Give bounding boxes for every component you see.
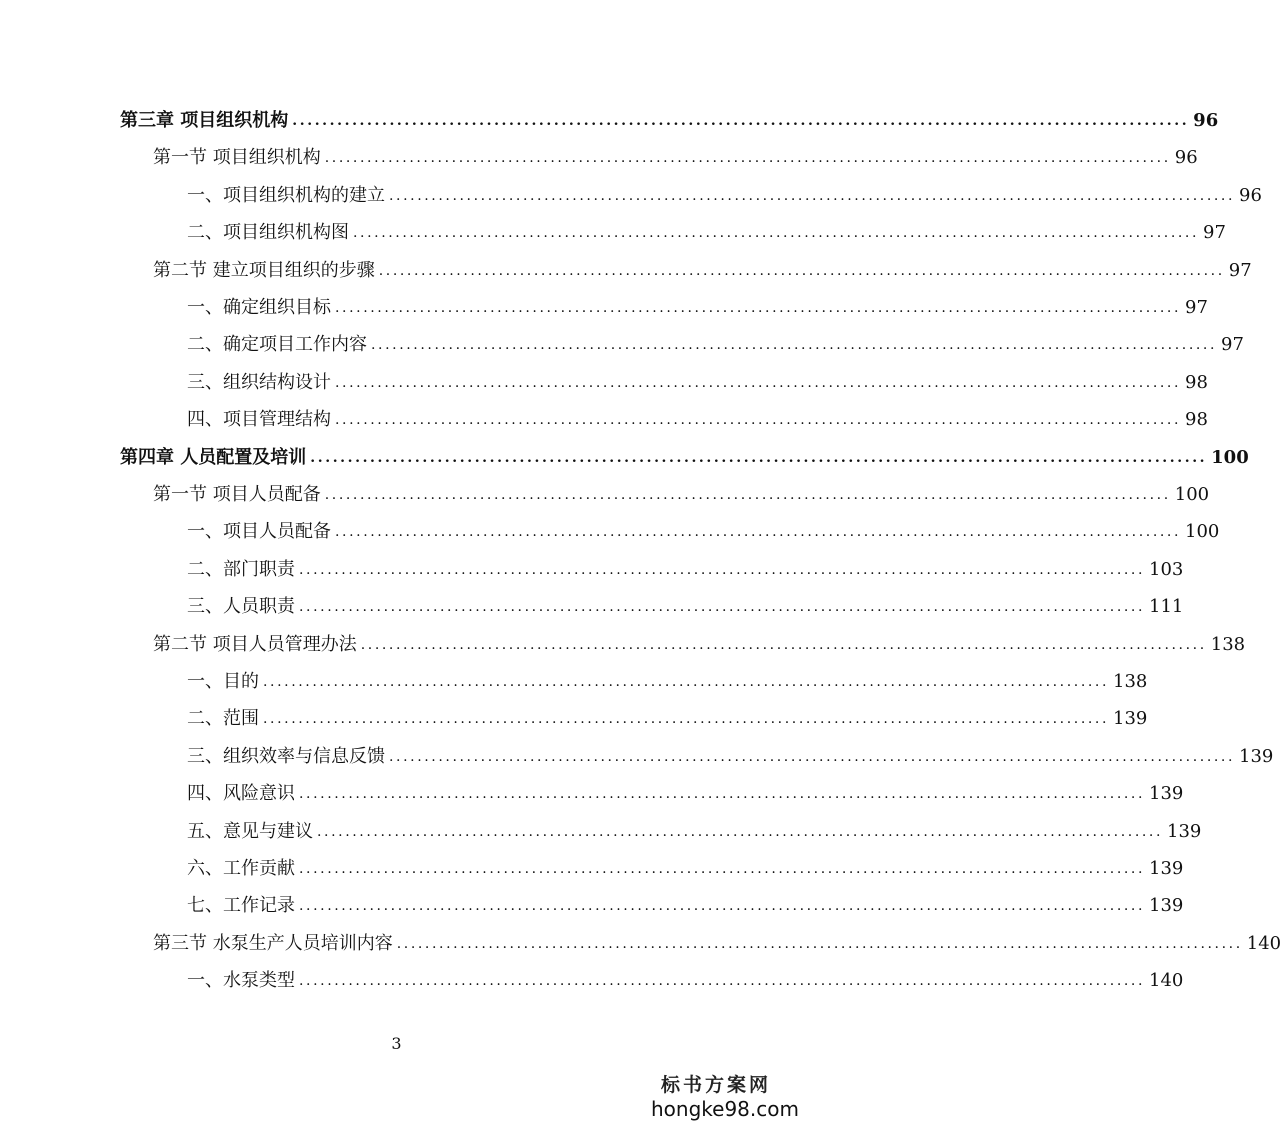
toc-dot-leader: ........................................................................................................................: [299, 973, 1146, 990]
toc-item-row[interactable]: [187, 291, 1208, 319]
toc-entry-title: 一、目的: [187, 671, 259, 692]
toc-dot-leader: ........................................................................................................................: [299, 898, 1146, 915]
toc-entry-page: 139: [1167, 820, 1202, 842]
toc-entry-page: 100: [1174, 484, 1210, 505]
toc-dot-leader: ........................................................................................................................: [389, 748, 1236, 765]
toc-entry-title: 一、水泵类型: [187, 970, 295, 992]
toc-entry-title: 七、工作记录: [187, 895, 295, 917]
toc-section-row[interactable]: [153, 254, 1252, 282]
toc-dot-leader: ........................................................................................................................: [389, 187, 1236, 204]
toc-section-row[interactable]: [153, 141, 1198, 169]
toc-entry-page: 97: [1221, 334, 1244, 356]
toc-chapter-row[interactable]: [120, 104, 1219, 132]
toc-item-row[interactable]: [187, 964, 1184, 992]
toc-item-row[interactable]: [187, 815, 1202, 843]
toc-entry-title: 一、确定组织目标: [187, 297, 331, 318]
toc-entry-page: 140: [1246, 932, 1281, 954]
page-number: 3: [391, 1034, 402, 1053]
watermark-logo: [651, 1070, 799, 1121]
toc-dot-leader: ........................................................................................................................: [317, 823, 1164, 840]
toc-item-row[interactable]: [187, 889, 1184, 917]
toc-entry-title: 四、风险意识: [187, 783, 295, 805]
toc-item-row[interactable]: [187, 216, 1226, 244]
toc-dot-leader: ........................................................................................................................: [299, 786, 1146, 803]
toc-entry-page: 98: [1185, 371, 1208, 393]
toc-item-row[interactable]: [187, 740, 1274, 768]
toc-dot-leader: ........................................................................................................................: [310, 449, 1208, 466]
toc-item-row[interactable]: [187, 590, 1184, 618]
toc-dot-leader: ........................................................................................................................: [263, 711, 1110, 728]
toc-entry-page: 96: [1174, 147, 1198, 169]
toc-item-row[interactable]: [187, 777, 1184, 805]
toc-item-row[interactable]: [187, 553, 1184, 581]
toc-entry-page: 139: [1113, 708, 1148, 730]
toc-section-row[interactable]: [153, 628, 1246, 656]
toc-item-row[interactable]: [187, 852, 1184, 880]
toc-entry-title: 二、项目组织机构图: [187, 222, 349, 244]
toc-entry-page: 98: [1185, 409, 1208, 431]
toc-entry-title: 二、确定项目工作内容: [187, 334, 367, 356]
toc-item-row[interactable]: [187, 328, 1244, 356]
toc-entry-page: 139: [1239, 745, 1274, 767]
toc-item-row[interactable]: [187, 702, 1148, 730]
toc-item-row[interactable]: [187, 665, 1148, 693]
toc-item-row[interactable]: [187, 366, 1208, 394]
toc-entry-page: 97: [1203, 222, 1226, 244]
toc-entry-title: 四、项目管理结构: [187, 409, 331, 431]
toc-entry-title: 三、组织结构设计: [187, 371, 331, 393]
toc-dot-leader: ........................................................................................................................: [335, 300, 1182, 316]
toc-section-row[interactable]: [153, 478, 1210, 506]
toc-dot-leader: ........................................................................................................................: [299, 861, 1146, 877]
toc-entry-page: 139: [1149, 783, 1184, 805]
toc-entry-page: 96: [1239, 184, 1262, 206]
toc-dot-leader: ........................................................................................................................: [292, 113, 1190, 129]
toc-entry-title: 六、工作贡献: [187, 858, 295, 879]
toc-entry-page: 96: [1193, 110, 1219, 131]
watermark-url-text: hongke98.com: [651, 1097, 799, 1121]
toc-dot-leader: ........................................................................................................................: [378, 262, 1225, 279]
toc-entry-page: 111: [1149, 596, 1184, 618]
toc-entry-page: 139: [1149, 858, 1184, 879]
toc-entry-title: 第一节 项目组织机构: [153, 147, 321, 169]
toc-entry-page: 138: [1113, 671, 1148, 692]
toc-entry-title: 三、组织效率与信息反馈: [187, 745, 385, 767]
toc-chapter-row[interactable]: [120, 441, 1249, 469]
toc-entry-title: 第一节 项目人员配备: [153, 484, 321, 505]
toc-entry-title: 二、范围: [187, 708, 259, 730]
toc-entry-title: 第二节 项目人员管理办法: [153, 633, 357, 655]
toc-entry-title: 三、人员职责: [187, 596, 295, 618]
toc-dot-leader: ........................................................................................................................: [335, 374, 1182, 391]
toc-dot-leader: ........................................................................................................................: [324, 150, 1171, 167]
watermark-chinese-text: 标书方案网: [660, 1074, 771, 1096]
toc-entry-title: 第四章 人员配置及培训: [120, 446, 307, 468]
toc-entry-title: 第三章 项目组织机构: [120, 110, 289, 131]
toc-dot-leader: ........................................................................................................................: [360, 636, 1207, 653]
toc-dot-leader: ........................................................................................................................: [353, 225, 1200, 242]
toc-dot-leader: ........................................................................................................................: [371, 337, 1218, 354]
toc-dot-leader: ........................................................................................................................: [335, 412, 1182, 429]
toc-entry-title: 第三节 水泵生产人员培训内容: [153, 932, 393, 954]
toc-entry-title: 第二节 建立项目组织的步骤: [153, 259, 375, 281]
toc-entry-page: 100: [1185, 521, 1220, 543]
toc-entry-page: 100: [1211, 446, 1249, 468]
toc-dot-leader: ........................................................................................................................: [324, 487, 1171, 503]
toc-item-row[interactable]: [187, 515, 1220, 543]
toc-entry-page: 140: [1149, 970, 1184, 992]
toc-section-row[interactable]: [153, 927, 1281, 955]
toc-item-row[interactable]: [187, 403, 1208, 431]
toc-entry-title: 五、意见与建议: [187, 820, 313, 842]
toc-entry-title: 一、项目组织机构的建立: [187, 184, 385, 206]
toc-item-row[interactable]: [187, 179, 1262, 207]
toc-dot-leader: ........................................................................................................................: [396, 935, 1243, 952]
toc-dot-leader: ........................................................................................................................: [335, 524, 1182, 541]
toc-dot-leader: ........................................................................................................................: [299, 561, 1146, 578]
toc-entry-page: 97: [1228, 259, 1252, 281]
toc-entry-title: 一、项目人员配备: [187, 521, 331, 543]
toc-dot-leader: ........................................................................................................................: [299, 599, 1146, 616]
toc-entry-page: 138: [1210, 633, 1246, 655]
toc-entry-title: 二、部门职责: [187, 558, 295, 580]
toc-entry-page: 139: [1149, 895, 1184, 917]
toc-dot-leader: ........................................................................................................................: [263, 674, 1110, 690]
toc-entry-page: 97: [1185, 297, 1208, 318]
toc-entry-page: 103: [1149, 558, 1184, 580]
